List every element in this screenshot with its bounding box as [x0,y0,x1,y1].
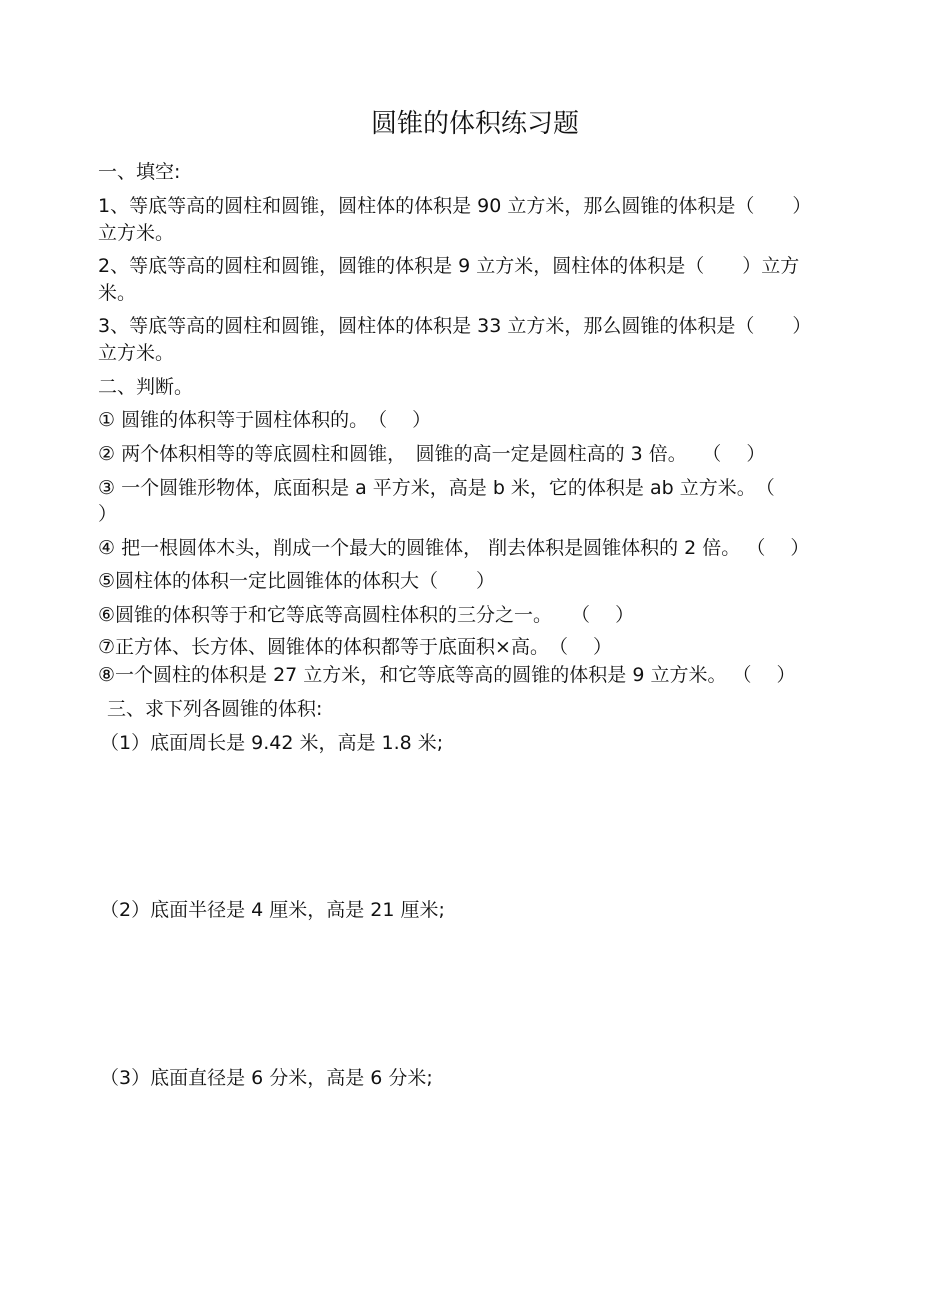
judge-item-3-line-2: ） [98,503,118,525]
fill-question-1-line-2: 立方米。 [98,222,175,244]
fill-question-3-line-1: 3、等底等高的圆柱和圆锥，圆柱体的体积是 33 立方米，那么圆锥的体积是（ ） [98,315,812,337]
page-title: 圆锥的体积练习题 [370,109,579,139]
fill-question-3-line-2: 立方米。 [98,342,175,364]
judge-item-3-line-1: ③ 一个圆锥形物体，底面积是 a 平方米，高是 b 米，它的体积是 ab 立方米。 （ [98,477,775,499]
section-calc-heading: 三、求下列各圆锥的体积: [107,698,323,720]
judge-item-6: ⑥圆锥的体积等于和它等底等高圆柱体积的三分之一。 （ ） [98,604,635,626]
judge-item-7: ⑦正方体、长方体、圆锥体的体积都等于底面积×高。 （ ） [98,636,612,658]
judge-item-1: ① 圆锥的体积等于圆柱体积的。 （ ） [98,409,432,431]
judge-item-2: ② 两个体积相等的等底圆柱和圆锥， 圆锥的高一定是圆柱高的 3 倍。 （ ） [98,443,766,465]
judge-item-5: ⑤圆柱体的体积一定比圆锥体的体积大（ ） [98,570,496,592]
fill-question-1-line-1: 1、等底等高的圆柱和圆锥，圆柱体的体积是 90 立方米，那么圆锥的体积是（ ） [98,195,812,217]
section-fill-heading: 一、填空: [98,161,181,183]
judge-item-4: ④ 把一根圆体木头，削成一个最大的圆锥体， 削去体积是圆锥体积的 2 倍。 （ ） [98,537,810,559]
calc-problem-2: （2）底面半径是 4 厘米，高是 21 厘米; [100,899,445,921]
fill-question-2-line-2: 米。 [98,282,137,304]
section-judge-heading: 二、判断。 [98,376,194,398]
calc-problem-1: （1）底面周长是 9.42 米，高是 1.8 米; [100,732,444,754]
fill-question-2-line-1: 2、等底等高的圆柱和圆锥，圆锥的体积是 9 立方米，圆柱体的体积是（ ）立方 [98,255,800,277]
calc-problem-3: （3）底面直径是 6 分米，高是 6 分米; [100,1067,433,1089]
judge-item-8: ⑧一个圆柱的体积是 27 立方米，和它等底等高的圆锥的体积是 9 立方米。 （ ） [98,664,796,686]
